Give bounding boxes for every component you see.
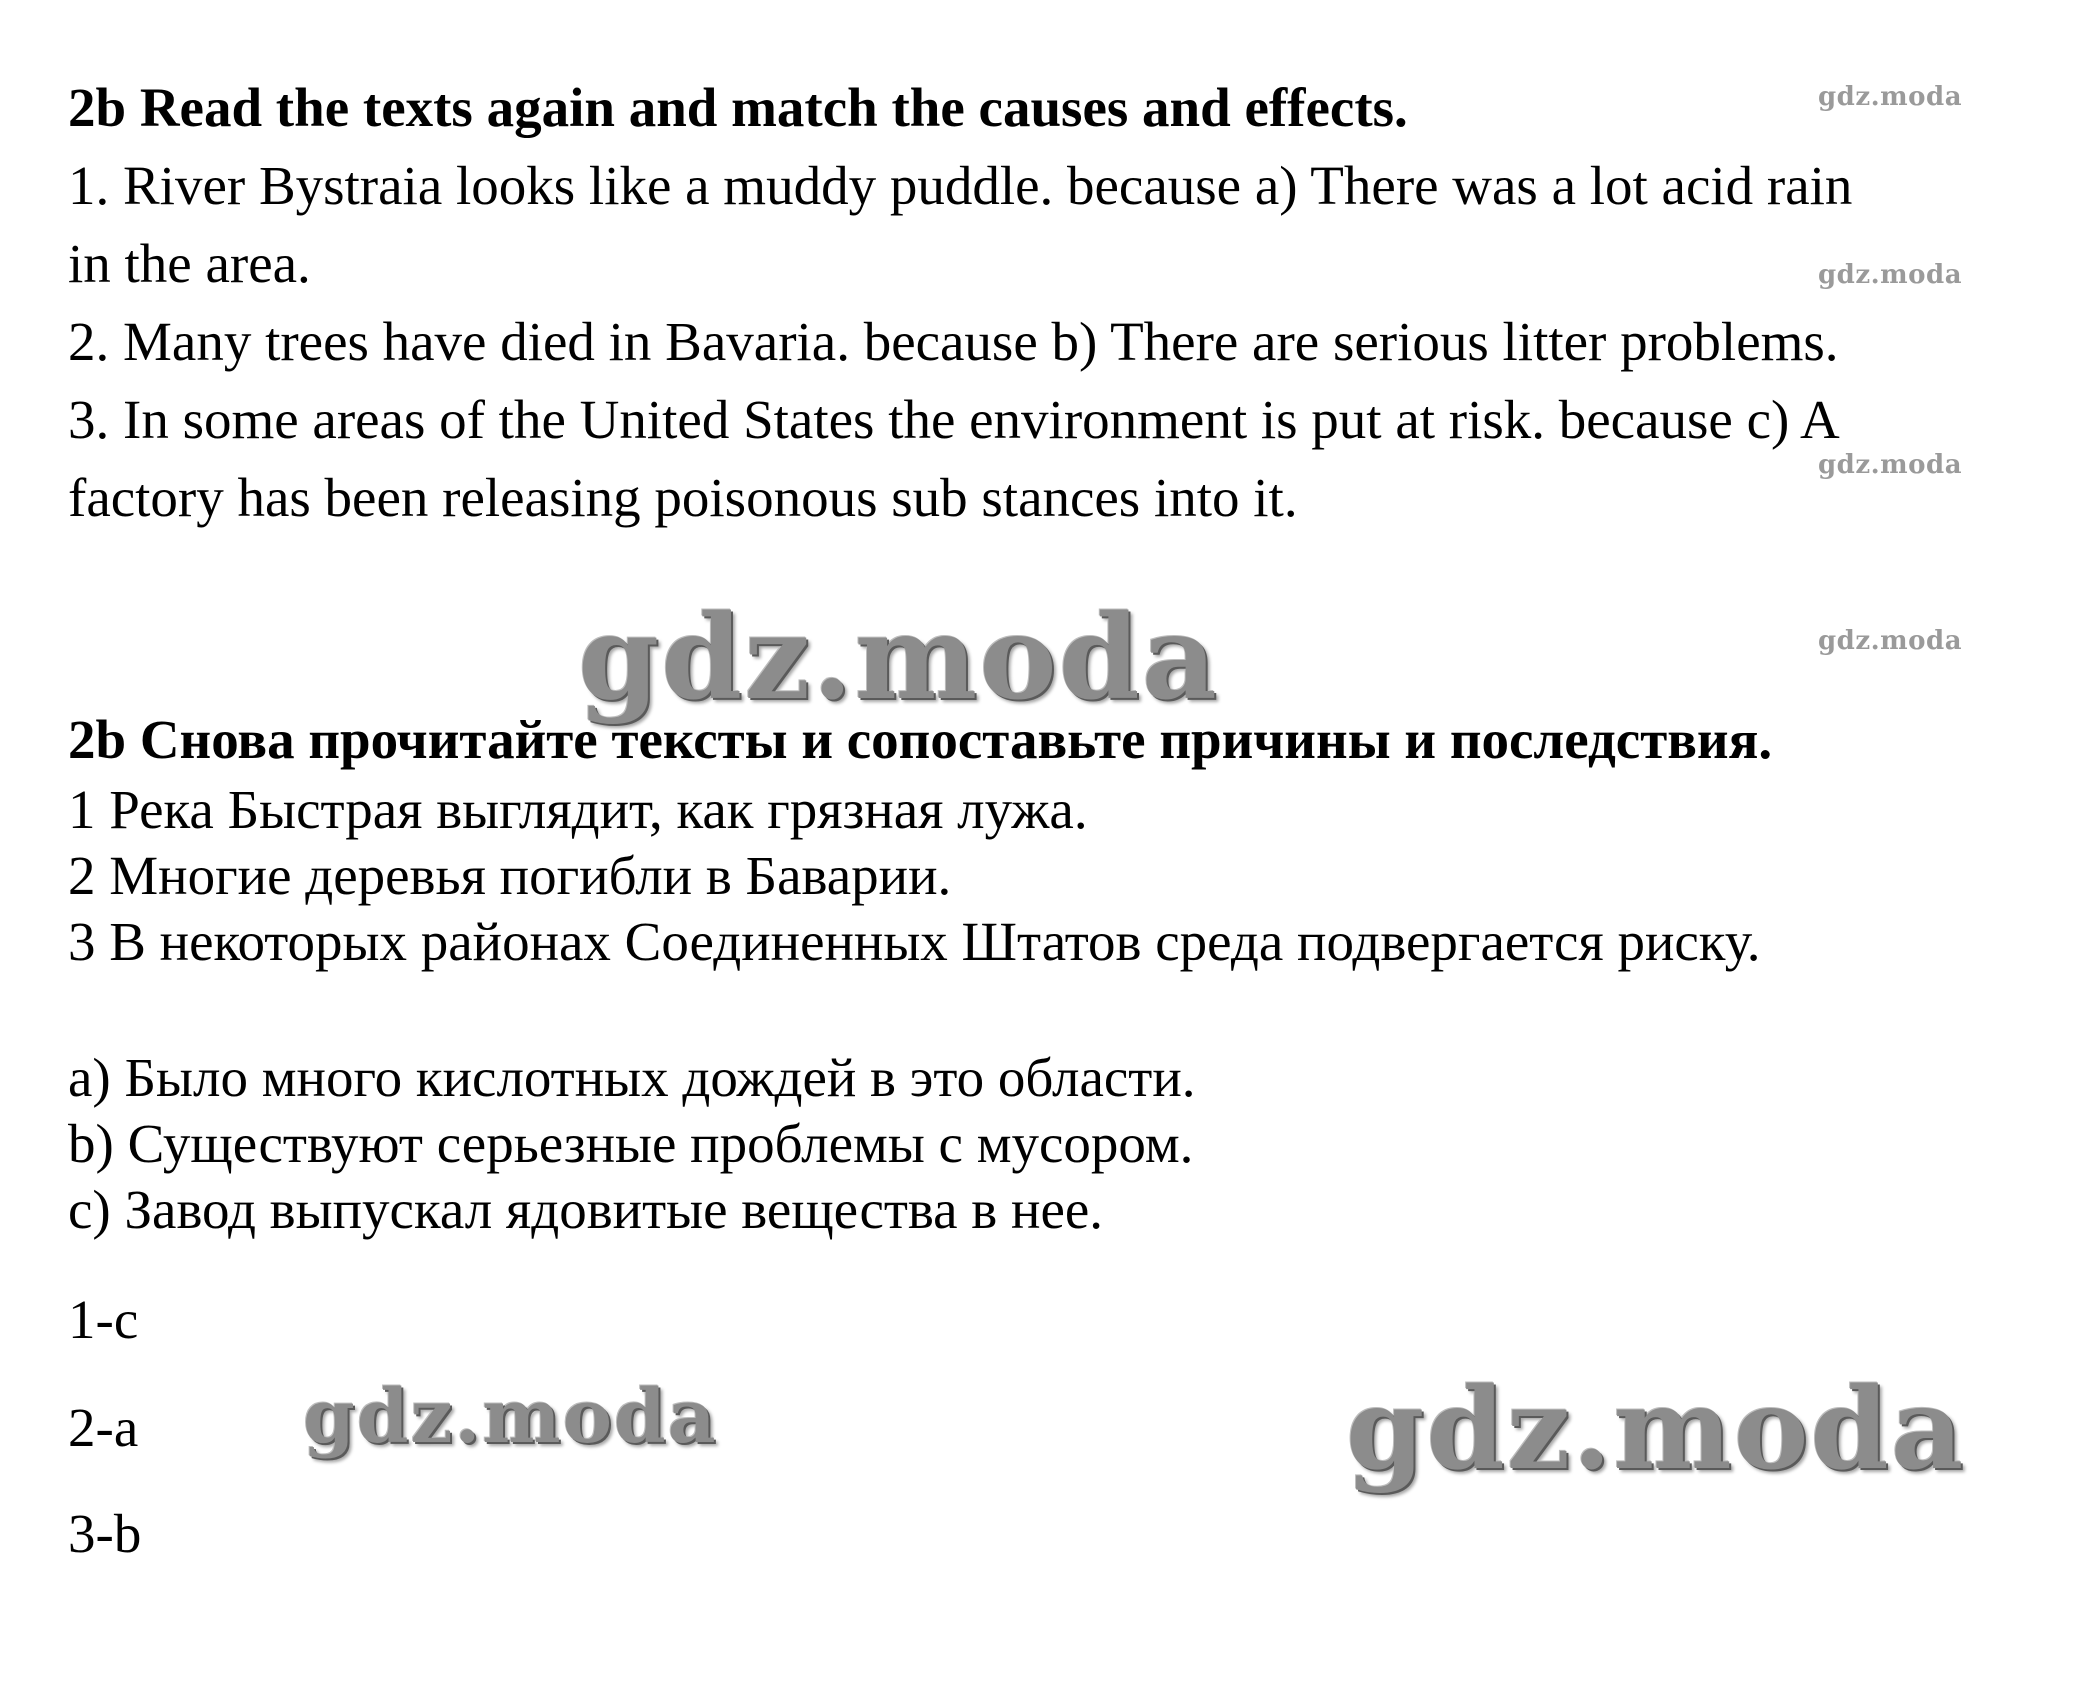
english-line: 3. In some areas of the United States the environment is put at risk. because c) A	[68, 389, 1840, 450]
answer-item: 2-a	[68, 1397, 139, 1458]
russian-option: a) Было много кислотных дождей в это области.	[68, 1047, 1196, 1108]
russian-heading: 2b Снова прочитайте тексты и сопоставьте причины и последствия.	[68, 709, 1773, 770]
russian-statement: 2 Многие деревья погибли в Баварии.	[68, 845, 952, 906]
watermark-small: gdz.moda	[1818, 260, 1963, 290]
english-line: 2. Many trees have died in Bavaria. because b) There are serious litter problems.	[68, 311, 1839, 372]
english-line: in the area.	[68, 233, 311, 294]
watermark-small: gdz.moda	[1818, 82, 1963, 112]
english-line: factory has been releasing poisonous sub stances into it.	[68, 467, 1298, 528]
russian-option: b) Существуют серьезные проблемы с мусором.	[68, 1113, 1194, 1174]
russian-statement: 3 В некоторых районах Соединенных Штатов среда подвергается риску.	[68, 911, 1761, 972]
watermark-large: gdz.moda	[303, 1374, 718, 1460]
watermark-small: gdz.moda	[1818, 626, 1963, 656]
watermark-large: gdz.moda	[578, 590, 1219, 726]
answer-item: 3-b	[68, 1503, 142, 1564]
english-line: 1. River Bystraia looks like a muddy puddle. because a) There was a lot acid rain	[68, 155, 1853, 216]
watermark-small: gdz.moda	[1818, 450, 1963, 480]
russian-statement: 1 Река Быстрая выглядит, как грязная лужа.	[68, 779, 1088, 840]
russian-option: c) Завод выпускал ядовитые вещества в нее.	[68, 1179, 1104, 1240]
english-heading: 2b Read the texts again and match the causes and effects.	[68, 77, 1408, 138]
answer-item: 1-c	[68, 1289, 139, 1350]
watermark-large: gdz.moda	[1346, 1364, 1966, 1495]
